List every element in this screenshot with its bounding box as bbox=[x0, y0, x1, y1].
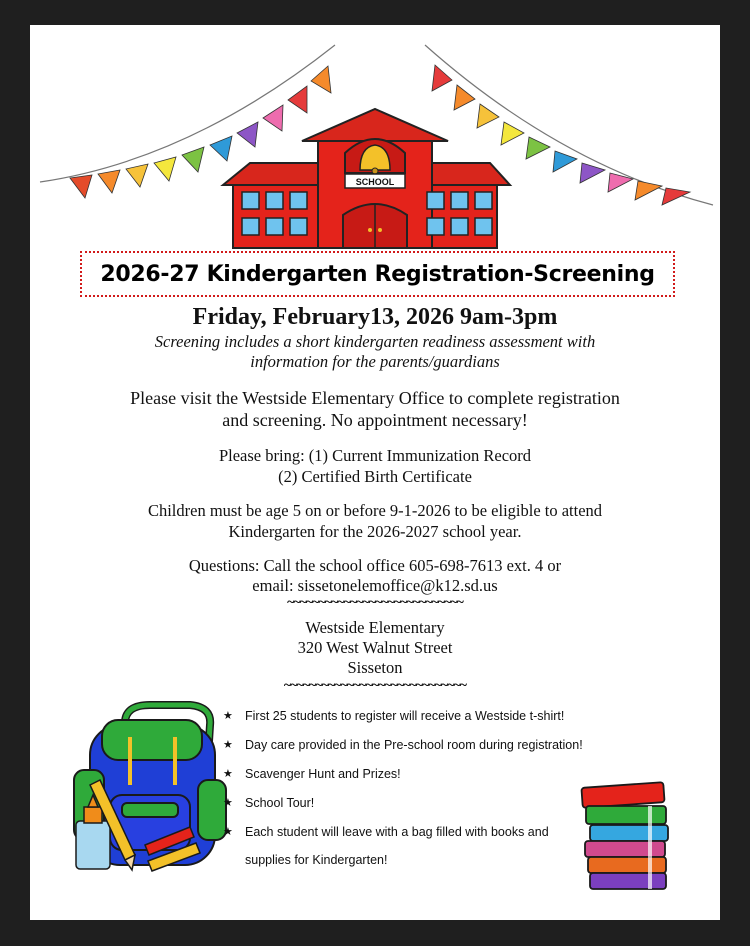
star-bullet-icon: ★ bbox=[223, 768, 233, 780]
star-bullet-icon: ★ bbox=[223, 710, 233, 722]
address-city: Sisseton bbox=[347, 658, 403, 677]
perks-list bbox=[223, 707, 603, 880]
bring-line-1: Please bring: (1) Current Immunization Record bbox=[218, 446, 532, 465]
list-item: ★ Scavenger Hunt and Prizes! bbox=[223, 767, 401, 781]
age-line-1: Children must be age 5 on or before 9-1-2026 to be eligible to attend bbox=[147, 501, 603, 520]
contact-email: email: sissetonelemoffice@k12.sd.us bbox=[252, 576, 498, 595]
screening-note-line-1: Screening includes a short kindergarten readiness assessment with bbox=[154, 332, 596, 351]
divider-top: ~~~~~~~~~~~~~~~~~~~~~~~~~~~~ bbox=[287, 595, 463, 610]
star-bullet-icon: ★ bbox=[223, 826, 233, 838]
page-title: 2026-27 Kindergarten Registration-Screening bbox=[80, 251, 675, 297]
address-street: 320 West Walnut Street bbox=[297, 638, 453, 657]
school-sign-text: SCHOOL bbox=[355, 177, 395, 187]
list-item: ★ Each student will leave with a bag filled with books and supplies for Kindergarten! bbox=[223, 823, 603, 869]
address-name: Westside Elementary bbox=[305, 618, 445, 637]
star-bullet-icon: ★ bbox=[223, 797, 233, 809]
list-item: ★ School Tour! bbox=[223, 796, 315, 810]
event-date: Friday, February13, 2026 9am-3pm bbox=[192, 304, 558, 330]
list-item: ★ Day care provided in the Pre-school room during registration! bbox=[223, 738, 583, 752]
screening-note-line-2: information for the parents/guardians bbox=[250, 352, 500, 371]
list-item-continuation: supplies for Kindergarten! bbox=[245, 853, 388, 867]
visit-line-1: Please visit the Westside Elementary Office to complete registration bbox=[130, 388, 620, 408]
flyer-page bbox=[30, 25, 720, 920]
bring-line-2: (2) Certified Birth Certificate bbox=[278, 467, 472, 486]
age-line-2: Kindergarten for the 2026-2027 school year. bbox=[228, 522, 522, 541]
divider-bottom: ~~~~~~~~~~~~~~~~~~~~~~~~~~~~~ bbox=[283, 678, 467, 693]
star-bullet-icon: ★ bbox=[223, 739, 233, 751]
visit-line-2: and screening. No appointment necessary! bbox=[222, 410, 528, 430]
questions-line-1: Questions: Call the school office 605-698-7613 ext. 4 or bbox=[188, 556, 562, 575]
list-item: ★ First 25 students to register will receive a Westside t-shirt! bbox=[223, 709, 565, 723]
